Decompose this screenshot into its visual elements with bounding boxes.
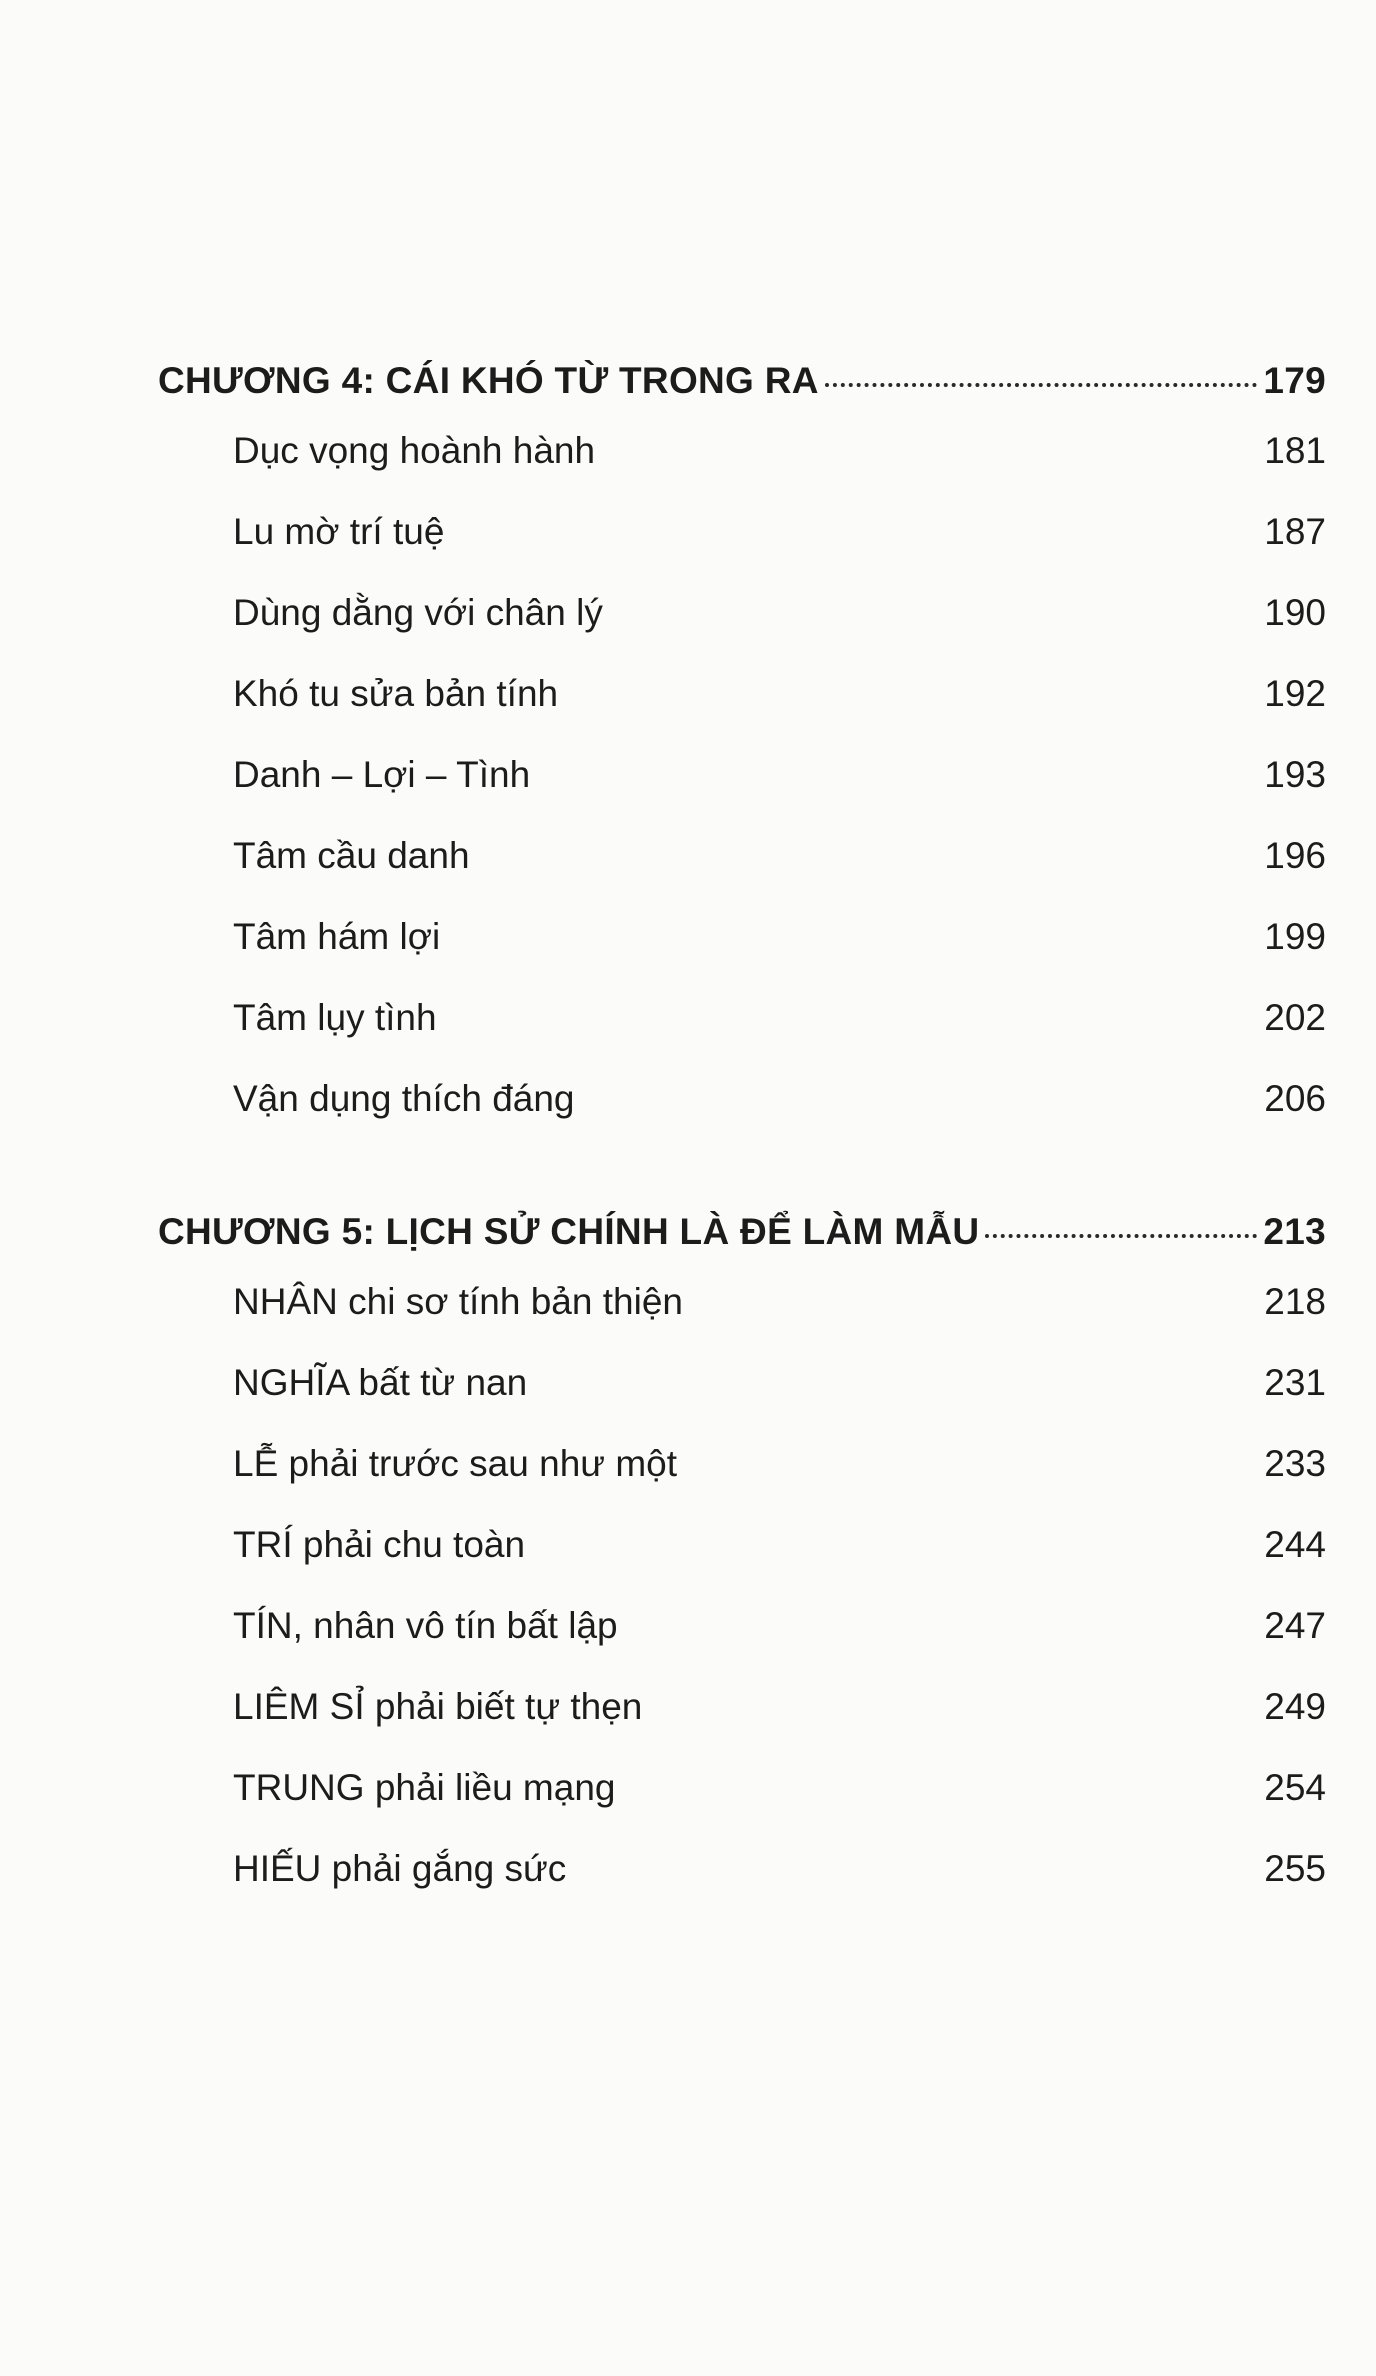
entry-title: Tâm hám lợi [233, 916, 441, 957]
entry-title: Khó tu sửa bản tính [233, 673, 559, 714]
entry-title: HIẾU phải gắng sức [233, 1848, 567, 1889]
entry-page-number: 247 [1264, 1605, 1326, 1646]
toc-entry [158, 835, 1326, 916]
entry-title: Tâm cầu danh [233, 835, 470, 876]
entry-page-number: 254 [1264, 1767, 1326, 1808]
toc-entry [158, 997, 1326, 1078]
toc-entry [158, 916, 1326, 997]
chapter-title: CHƯƠNG 4: CÁI KHÓ TỪ TRONG RA [158, 360, 819, 401]
entry-title: NGHĨA bất từ nan [233, 1362, 528, 1403]
toc-entry [158, 1362, 1326, 1443]
entry-page-number: 199 [1264, 916, 1326, 957]
entry-page-number: 181 [1264, 430, 1326, 471]
toc-entry [158, 1524, 1326, 1605]
entry-page-number: 218 [1264, 1281, 1326, 1322]
toc-entry [158, 1767, 1326, 1848]
toc-entry [158, 1281, 1326, 1362]
entry-page-number: 233 [1264, 1443, 1326, 1484]
entry-title: Danh – Lợi – Tình [233, 754, 531, 795]
toc-entry [158, 1686, 1326, 1767]
dot-leader [825, 383, 1258, 387]
toc-entry [158, 1078, 1326, 1159]
toc-entry [158, 511, 1326, 592]
entry-page-number: 206 [1264, 1078, 1326, 1119]
toc-entry [158, 754, 1326, 835]
entry-title: LIÊM SỈ phải biết tự thẹn [233, 1686, 643, 1727]
entry-title: TRUNG phải liều mạng [233, 1767, 616, 1808]
entry-page-number: 190 [1264, 592, 1326, 633]
entry-title: NHÂN chi sơ tính bản thiện [233, 1281, 683, 1322]
entry-page-number: 192 [1264, 673, 1326, 714]
toc-entry [158, 592, 1326, 673]
entry-page-number: 249 [1264, 1686, 1326, 1727]
entry-page-number: 187 [1264, 511, 1326, 552]
toc-entry [158, 673, 1326, 754]
entry-title: Dục vọng hoành hành [233, 430, 596, 471]
entry-title: Tâm lụy tình [233, 997, 437, 1038]
entry-page-number: 231 [1264, 1362, 1326, 1403]
entry-page-number: 255 [1264, 1848, 1326, 1889]
chapter-spacer [158, 1159, 1326, 1211]
toc-entry [158, 1848, 1326, 1929]
entry-page-number: 202 [1264, 997, 1326, 1038]
entry-page-number: 244 [1264, 1524, 1326, 1565]
entry-title: Lu mờ trí tuệ [233, 511, 445, 552]
entry-page-number: 196 [1264, 835, 1326, 876]
entry-title: TRÍ phải chu toàn [233, 1524, 526, 1565]
toc-entry [158, 1443, 1326, 1524]
entry-title: Vận dụng thích đáng [233, 1078, 575, 1119]
chapter-page-number: 213 [1263, 1211, 1326, 1252]
chapter-heading [158, 360, 1326, 430]
toc-entry [158, 1605, 1326, 1686]
entry-title: LỄ phải trước sau như một [233, 1443, 677, 1484]
toc-entry [158, 430, 1326, 511]
entry-title: TÍN, nhân vô tín bất lập [233, 1605, 618, 1646]
entry-title: Dùng dằng với chân lý [233, 592, 603, 633]
chapter-heading [158, 1211, 1326, 1281]
dot-leader [985, 1234, 1257, 1238]
table-of-contents [158, 360, 1326, 1929]
chapter-title: CHƯƠNG 5: LỊCH SỬ CHÍNH LÀ ĐỂ LÀM MẪU [158, 1211, 980, 1252]
chapter-page-number: 179 [1263, 360, 1326, 401]
entry-page-number: 193 [1264, 754, 1326, 795]
